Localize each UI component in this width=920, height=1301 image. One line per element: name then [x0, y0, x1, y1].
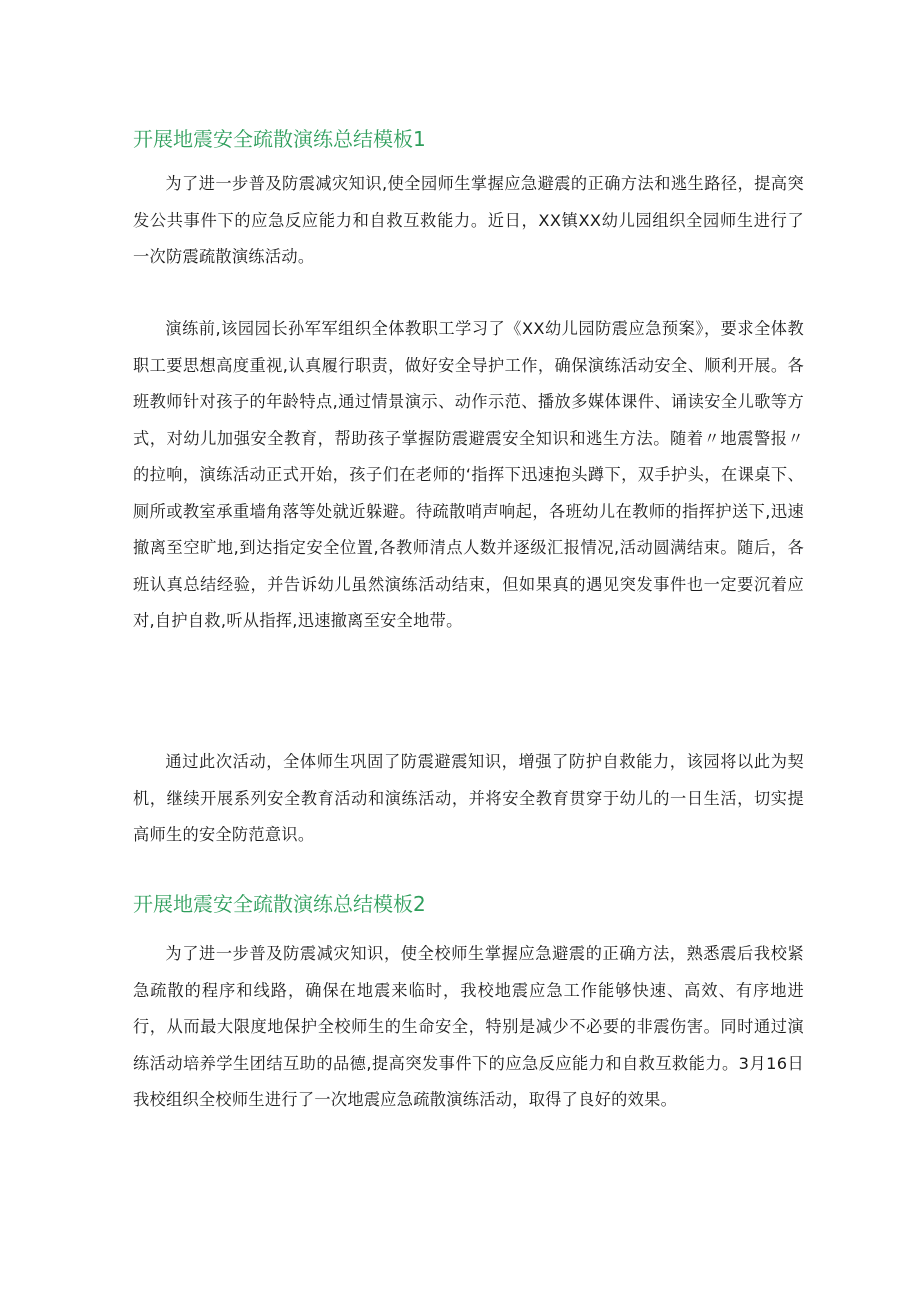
- section-1-paragraph-1: 为了进一步普及防震减灾知识,使全园师生掌握应急避震的正确方法和逃生路径，提高突发公共事件下的应急反应能力和自救互救能力。近日，XX镇XX幼儿园组织全园师生进行了一次防震疏散演练活动。: [133, 174, 804, 266]
- section-1-paragraph-2: 演练前,该园园长孙军军组织全体教职工学习了《XX幼儿园防震应急预案》，要求全体教职工要思想高度重视,认真履行职责，做好安全导护工作，确保演练活动安全、顺利开展。各班教师针对孩子的年龄特点,通过情景演示、动作示范、播放多媒体课件、诵读安全儿歌等方式，对幼儿加强安全教育，帮助孩子掌握防震避震安全知识和逃生方法。随着〃地震警报〃的拉响，演练活动正式开始，孩子们在老师的‘指挥下迅速抱头蹲下，双手护头，在课桌下、厕所或教室承重墙角落等处就近躲避。待疏散哨声响起，各班幼儿在教师的指挥护送下,迅速撤离至空旷地,到达指定安全位置,各教师清点人数并逐级汇报情况,活动圆满结束。随后，各班认真总结经验，并告诉幼儿虽然演练活动结束，但如果真的遇见突发事件也一定要沉着应对,自护自救,听从指挥,迅速撤离至安全地带。: [133, 319, 804, 630]
- section-2-paragraph-1: 为了进一步普及防震减灾知识，使全校师生掌握应急避震的正确方法，熟悉震后我校紧急疏散的程序和线路，确保在地震来临时，我校地震应急工作能够快速、高效、有序地进行，从而最大限度地保护全校师生的生命安全，特别是减少不必要的非震伤害。同时通过演练活动培养学生团结互助的品德,提高突发事件下的应急反应能力和自救互救能力。3月16日我校组织全校师生进行了一次地震应急疏散演练活动，取得了良好的效果。: [133, 944, 804, 1109]
- section-1-heading: 开展地震安全疏散演练总结模板1: [133, 127, 426, 151]
- section-2-heading: 开展地震安全疏散演练总结模板2: [133, 892, 426, 916]
- section-1-paragraph-3: 通过此次活动，全体师生巩固了防震避震知识，增强了防护自救能力，该园将以此为契机，继续开展系列安全教育活动和演练活动，并将安全教育贯穿于幼儿的一日生活，切实提高师生的安全防范意识。: [133, 752, 804, 844]
